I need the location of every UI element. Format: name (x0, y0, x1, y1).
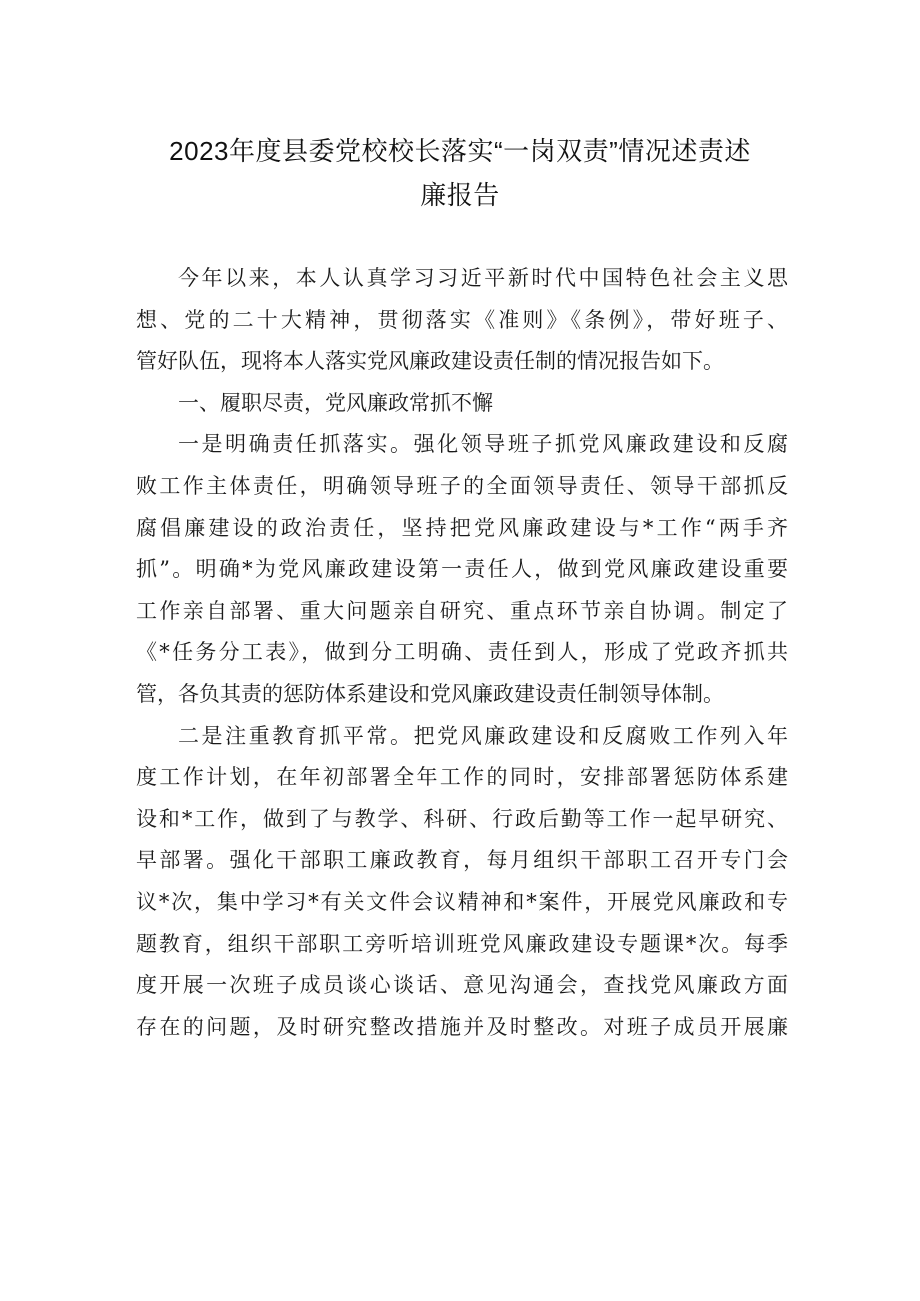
paragraph-1-line: 工作亲自部署、重大问题亲自研究、重点环节亲自协调。制定了 (136, 598, 788, 623)
paragraph-1-line: 《*任务分工表》，做到分工明确、责任到人，形成了党政齐抓共 (136, 640, 788, 665)
paragraph-intro-line: 今年以来，本人认真学习习近平新时代中国特色社会主义思 (178, 266, 788, 290)
paragraph-2-line: 度工作计划，在年初部署全年工作的同时，安排部署惩防体系建 (136, 765, 788, 790)
paragraph-2-line: 存在的问题，及时研究整改措施并及时整改。对班子成员开展廉 (136, 1014, 788, 1039)
paragraph-1-line: 腐倡廉建设的政治责任，坚持把党风廉政建设与*工作“两手齐 (136, 515, 788, 540)
paragraph-1-line: 抓”。明确*为党风廉政建设第一责任人，做到党风廉政建设重要 (136, 557, 788, 582)
paragraph-2-line: 早部署。强化干部职工廉政教育，每月组织干部职工召开专门会 (136, 848, 788, 873)
paragraph-1-line: 一是明确责任抓落实。强化领导班子抓党风廉政建设和反腐 (178, 432, 788, 457)
title-line: 廉报告 (420, 180, 500, 211)
paragraph-2-line: 设和*工作，做到了与教学、科研、行政后勤等工作一起早研究、 (136, 806, 788, 831)
paragraph-2-line: 议*次，集中学习*有关文件会议精神和*案件，开展党风廉政和专 (136, 889, 788, 914)
paragraph-intro-line: 管好队伍，现将本人落实党风廉政建设责任制的情况报告如下。 (136, 349, 724, 374)
paragraph-intro-line: 想、党的二十大精神，贯彻落实《准则》《条例》，带好班子、 (136, 307, 788, 332)
paragraph-2-line: 度开展一次班子成员谈心谈话、意见沟通会，查找党风廉政方面 (136, 973, 788, 998)
paragraph-2-line: 题教育，组织干部职工旁听培训班党风廉政建设专题课*次。每季 (136, 931, 788, 956)
paragraph-2-line: 二是注重教育抓平常。把党风廉政建设和反腐败工作列入年 (178, 723, 788, 748)
paragraph-1-line: 管，各负其责的惩防体系建设和党风廉政建设责任制领导体制。 (136, 681, 724, 706)
paragraph-1-line: 败工作主体责任，明确领导班子的全面领导责任、领导干部抓反 (136, 473, 788, 498)
section-heading: 一、履职尽责，党风廉政常抓不懈 (178, 390, 493, 415)
document-body (136, 258, 788, 1048)
document-title (120, 129, 800, 217)
title-line: 2023年度县委党校校长落实“一岗双责”情况述责述 (169, 136, 751, 167)
